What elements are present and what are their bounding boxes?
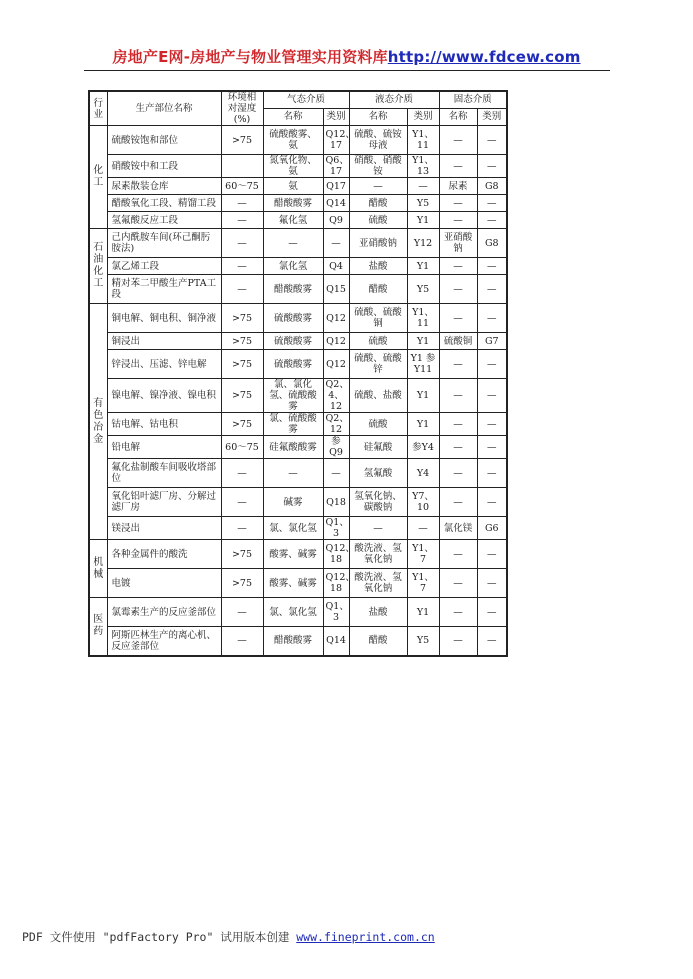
header-site-subtitle: 房地产与物业管理实用资料库 — [190, 48, 388, 66]
gas-cell: 碱雾 — [263, 488, 323, 517]
hum-cell: >75 — [221, 413, 263, 436]
dept-cell-cell: 尿素散装仓库 — [107, 178, 221, 195]
lcat-cell: Y5 — [407, 195, 439, 212]
dept-cell-cell: 氯霉素生产的反应釜部位 — [107, 598, 221, 627]
lcat-cell: Y1、11 — [407, 304, 439, 333]
header-site-e: E — [158, 48, 169, 66]
head-liquid-name: 名称 — [349, 108, 407, 125]
table-row — [89, 229, 507, 258]
hum-cell: — — [221, 598, 263, 627]
table-row — [89, 379, 507, 413]
scat-cell: — — [477, 195, 507, 212]
lcat-cell: Y5 — [407, 627, 439, 656]
lcat-cell: Y12 — [407, 229, 439, 258]
hum-cell: — — [221, 229, 263, 258]
gas-cell: — — [263, 229, 323, 258]
liq-cell: 硫酸、硫酸铜 — [349, 304, 407, 333]
lcat-cell: Y1、7 — [407, 540, 439, 569]
gas-cell: 醋酸酸雾 — [263, 195, 323, 212]
scat-cell: — — [477, 275, 507, 304]
dept-cell-cell: 电镀 — [107, 569, 221, 598]
liq-cell: 硫酸、硫铵母液 — [349, 126, 407, 155]
sol-cell: — — [439, 540, 477, 569]
dept-cell-cell: 铜浸出 — [107, 333, 221, 350]
gas-cell: 硫酸酸雾 — [263, 304, 323, 333]
hum-cell: — — [221, 517, 263, 540]
hum-cell: >75 — [221, 126, 263, 155]
gas-cell: 硅氟酸酸雾 — [263, 436, 323, 459]
dept-cell-cell: 镁浸出 — [107, 517, 221, 540]
footer-text: PDF 文件使用 "pdfFactory Pro" 试用版本创建 — [22, 930, 297, 944]
scat-cell: — — [477, 540, 507, 569]
scat-cell: — — [477, 155, 507, 178]
hum-cell: — — [221, 488, 263, 517]
gas-cell: 硫酸酸雾 — [263, 333, 323, 350]
sol-cell: — — [439, 379, 477, 413]
scat-cell: — — [477, 379, 507, 413]
dept-cell-cell: 锌浸出、压滤、锌电解 — [107, 350, 221, 379]
hum-cell: — — [221, 212, 263, 229]
hum-cell: — — [221, 275, 263, 304]
dept-cell-cell: 铅电解 — [107, 436, 221, 459]
scat-cell: — — [477, 126, 507, 155]
gcat-cell: — — [323, 459, 349, 488]
lcat-cell: Y1 — [407, 258, 439, 275]
head-humidity: 环境相对湿度(%) — [221, 91, 263, 126]
table-row — [89, 413, 507, 436]
dept-cell-cell: 硫酸铵饱和部位 — [107, 126, 221, 155]
gas-cell: — — [263, 459, 323, 488]
table-row — [89, 350, 507, 379]
liq-cell: — — [349, 517, 407, 540]
gcat-cell: Q15 — [323, 275, 349, 304]
head-solid-name: 名称 — [439, 108, 477, 125]
liq-cell: 氢氧化钠、碳酸钠 — [349, 488, 407, 517]
sol-cell: 亚硝酸钠 — [439, 229, 477, 258]
table-row — [89, 488, 507, 517]
scat-cell: — — [477, 488, 507, 517]
gas-cell: 氯化氢 — [263, 258, 323, 275]
table-row — [89, 517, 507, 540]
header-site-part1: 房地产 — [112, 48, 159, 66]
lcat-cell: Y1 — [407, 212, 439, 229]
dept-cell-cell: 己内酰胺车间(环己酮肟胺法) — [107, 229, 221, 258]
table-row — [89, 598, 507, 627]
sol-cell: — — [439, 627, 477, 656]
gcat-cell: Q2、4、12 — [323, 379, 349, 413]
table-row — [89, 627, 507, 656]
lcat-cell: Y1 — [407, 598, 439, 627]
lcat-cell: Y1、7 — [407, 569, 439, 598]
industry-label: 石油化工 — [93, 242, 104, 289]
table-row — [89, 195, 507, 212]
industry-cell — [89, 304, 107, 540]
sol-cell: 硫酸铜 — [439, 333, 477, 350]
table-row — [89, 333, 507, 350]
table-row — [89, 178, 507, 195]
lcat-cell: Y4 — [407, 459, 439, 488]
head-industry: 行业 — [89, 91, 107, 126]
liq-cell: 酸洗液、氢氧化钠 — [349, 569, 407, 598]
liq-cell: 盐酸 — [349, 258, 407, 275]
liq-cell: 硫酸、盐酸 — [349, 379, 407, 413]
scat-cell: — — [477, 212, 507, 229]
dept-cell-cell: 氟化盐制酸车间吸收塔部位 — [107, 459, 221, 488]
lcat-cell: Y1、13 — [407, 155, 439, 178]
scat-cell: — — [477, 627, 507, 656]
head-dept: 生产部位名称 — [107, 91, 221, 126]
header-dash: - — [183, 48, 191, 66]
industry-label: 机械 — [93, 556, 104, 580]
sol-cell: — — [439, 155, 477, 178]
gas-cell: 氨 — [263, 178, 323, 195]
gas-cell: 氟化氢 — [263, 212, 323, 229]
gcat-cell: Q17 — [323, 178, 349, 195]
dept-cell-cell: 铜电解、铜电积、铜净液 — [107, 304, 221, 333]
gcat-cell: Q12 — [323, 333, 349, 350]
sol-cell: — — [439, 598, 477, 627]
industry-cell — [89, 229, 107, 304]
hum-cell: — — [221, 459, 263, 488]
scat-cell: G8 — [477, 229, 507, 258]
sol-cell: — — [439, 304, 477, 333]
dept-cell-cell: 氧化铝叶滤厂房、分解过滤厂房 — [107, 488, 221, 517]
gcat-cell: Q14 — [323, 627, 349, 656]
dept-cell-cell: 醋酸氧化工段、精馏工段 — [107, 195, 221, 212]
table-row — [89, 569, 507, 598]
gcat-cell: Q12 — [323, 304, 349, 333]
gcat-cell: Q1、3 — [323, 598, 349, 627]
table-row — [89, 155, 507, 178]
table-row — [89, 436, 507, 459]
hum-cell: >75 — [221, 569, 263, 598]
gas-cell: 氯、氯化氢 — [263, 517, 323, 540]
scat-cell: — — [477, 258, 507, 275]
sol-cell: — — [439, 413, 477, 436]
table-row — [89, 126, 507, 155]
industry-label: 有色冶金 — [93, 397, 104, 445]
dept-cell-cell: 钴电解、钴电积 — [107, 413, 221, 436]
liq-cell: 硫酸 — [349, 212, 407, 229]
sol-cell: — — [439, 350, 477, 379]
head-gas: 气态介质 — [263, 91, 349, 108]
industry-label: 化工 — [93, 165, 104, 188]
corrosion-media-table — [88, 90, 508, 657]
gas-cell: 氯、氯化氢、硫酸酸雾 — [263, 379, 323, 413]
liq-cell: 酸洗液、氢氧化钠 — [349, 540, 407, 569]
hum-cell: >75 — [221, 333, 263, 350]
sol-cell: — — [439, 436, 477, 459]
sol-cell: — — [439, 459, 477, 488]
lcat-cell: Y1 — [407, 379, 439, 413]
gcat-cell: Q6、17 — [323, 155, 349, 178]
gas-cell: 氯、氯化氢 — [263, 598, 323, 627]
industry-label: 医药 — [93, 614, 104, 638]
dept-cell-cell: 各种金属件的酸洗 — [107, 540, 221, 569]
scat-cell: — — [477, 436, 507, 459]
gcat-cell: Q12 — [323, 350, 349, 379]
hum-cell: >75 — [221, 379, 263, 413]
gas-cell: 氯、硫酸酸雾 — [263, 413, 323, 436]
head-gas-name: 名称 — [263, 108, 323, 125]
gcat-cell: 参Q9 — [323, 436, 349, 459]
industry-cell — [89, 126, 107, 229]
lcat-cell: Y1 — [407, 333, 439, 350]
table-row — [89, 258, 507, 275]
sol-cell: 尿素 — [439, 178, 477, 195]
head-solid-cat: 类别 — [477, 108, 507, 125]
scat-cell: G8 — [477, 178, 507, 195]
gas-cell: 醋酸酸雾 — [263, 275, 323, 304]
table-row — [89, 540, 507, 569]
gas-cell: 氮氧化物、氨 — [263, 155, 323, 178]
lcat-cell: Y7、10 — [407, 488, 439, 517]
header-url-link[interactable]: http://www.fdcew.com — [387, 48, 581, 66]
page-header — [0, 46, 693, 67]
scat-cell: G6 — [477, 517, 507, 540]
head-liquid: 液态介质 — [349, 91, 439, 108]
sol-cell: — — [439, 126, 477, 155]
table-row — [89, 275, 507, 304]
hum-cell: >75 — [221, 304, 263, 333]
footer-link[interactable]: www.fineprint.com.cn — [296, 930, 435, 944]
gas-cell: 硫酸酸雾 — [263, 350, 323, 379]
gas-cell: 酸雾、碱雾 — [263, 569, 323, 598]
gcat-cell: Q4 — [323, 258, 349, 275]
scat-cell: — — [477, 598, 507, 627]
lcat-cell: 参Y4 — [407, 436, 439, 459]
gas-cell: 硫酸酸雾、氨 — [263, 126, 323, 155]
industry-cell — [89, 540, 107, 598]
dept-cell-cell: 镍电解、镍净液、镍电积 — [107, 379, 221, 413]
gcat-cell: Q1、3 — [323, 517, 349, 540]
liq-cell: 醋酸 — [349, 275, 407, 304]
table-row — [89, 304, 507, 333]
sol-cell: — — [439, 488, 477, 517]
gas-cell: 醋酸酸雾 — [263, 627, 323, 656]
scat-cell: — — [477, 569, 507, 598]
lcat-cell: — — [407, 178, 439, 195]
sol-cell: — — [439, 212, 477, 229]
liq-cell: 硝酸、硝酸铵 — [349, 155, 407, 178]
gcat-cell: Q12、17 — [323, 126, 349, 155]
table-body — [89, 126, 507, 656]
hum-cell: >75 — [221, 350, 263, 379]
scat-cell: — — [477, 304, 507, 333]
table-row — [89, 459, 507, 488]
hum-cell: 60～75 — [221, 178, 263, 195]
gas-cell: 酸雾、碱雾 — [263, 540, 323, 569]
hum-cell — [221, 155, 263, 178]
liq-cell: 硫酸 — [349, 413, 407, 436]
gcat-cell: Q12、18 — [323, 569, 349, 598]
lcat-cell: Y1 — [407, 413, 439, 436]
lcat-cell: Y1 参Y11 — [407, 350, 439, 379]
liq-cell: 醋酸 — [349, 195, 407, 212]
gcat-cell: Q9 — [323, 212, 349, 229]
gcat-cell: Q14 — [323, 195, 349, 212]
dept-cell-cell: 阿斯匹林生产的离心机、反应釜部位 — [107, 627, 221, 656]
dept-cell-cell: 硝酸铵中和工段 — [107, 155, 221, 178]
gcat-cell: Q2、12 — [323, 413, 349, 436]
sol-cell: — — [439, 275, 477, 304]
hum-cell: — — [221, 195, 263, 212]
header-site-part2: 网 — [168, 48, 184, 66]
sol-cell: — — [439, 258, 477, 275]
sol-cell: 氯化镁 — [439, 517, 477, 540]
sol-cell: — — [439, 569, 477, 598]
industry-cell — [89, 598, 107, 656]
gcat-cell: — — [323, 229, 349, 258]
scat-cell: — — [477, 350, 507, 379]
sol-cell: — — [439, 195, 477, 212]
hum-cell: 60～75 — [221, 436, 263, 459]
gcat-cell: Q18 — [323, 488, 349, 517]
scat-cell: — — [477, 459, 507, 488]
liq-cell: — — [349, 178, 407, 195]
head-gas-cat: 类别 — [323, 108, 349, 125]
hum-cell: >75 — [221, 540, 263, 569]
dept-cell-cell: 氯乙烯工段 — [107, 258, 221, 275]
scat-cell: — — [477, 413, 507, 436]
lcat-cell: Y1、11 — [407, 126, 439, 155]
page-footer — [22, 929, 435, 945]
hum-cell: — — [221, 627, 263, 656]
scat-cell: G7 — [477, 333, 507, 350]
liq-cell: 亚硝酸钠 — [349, 229, 407, 258]
hum-cell: — — [221, 258, 263, 275]
head-liquid-cat: 类别 — [407, 108, 439, 125]
liq-cell: 醋酸 — [349, 627, 407, 656]
gcat-cell: Q12、18 — [323, 540, 349, 569]
dept-cell-cell: 精对苯二甲酸生产PTA工段 — [107, 275, 221, 304]
liq-cell: 盐酸 — [349, 598, 407, 627]
table-row — [89, 212, 507, 229]
liq-cell: 硫酸 — [349, 333, 407, 350]
head-solid: 固态介质 — [439, 91, 507, 108]
lcat-cell: Y5 — [407, 275, 439, 304]
liq-cell: 硫酸、硫酸锌 — [349, 350, 407, 379]
liq-cell: 氢氟酸 — [349, 459, 407, 488]
header-divider — [84, 70, 610, 71]
liq-cell: 硅氟酸 — [349, 436, 407, 459]
lcat-cell: — — [407, 517, 439, 540]
dept-cell-cell: 氢氟酸反应工段 — [107, 212, 221, 229]
